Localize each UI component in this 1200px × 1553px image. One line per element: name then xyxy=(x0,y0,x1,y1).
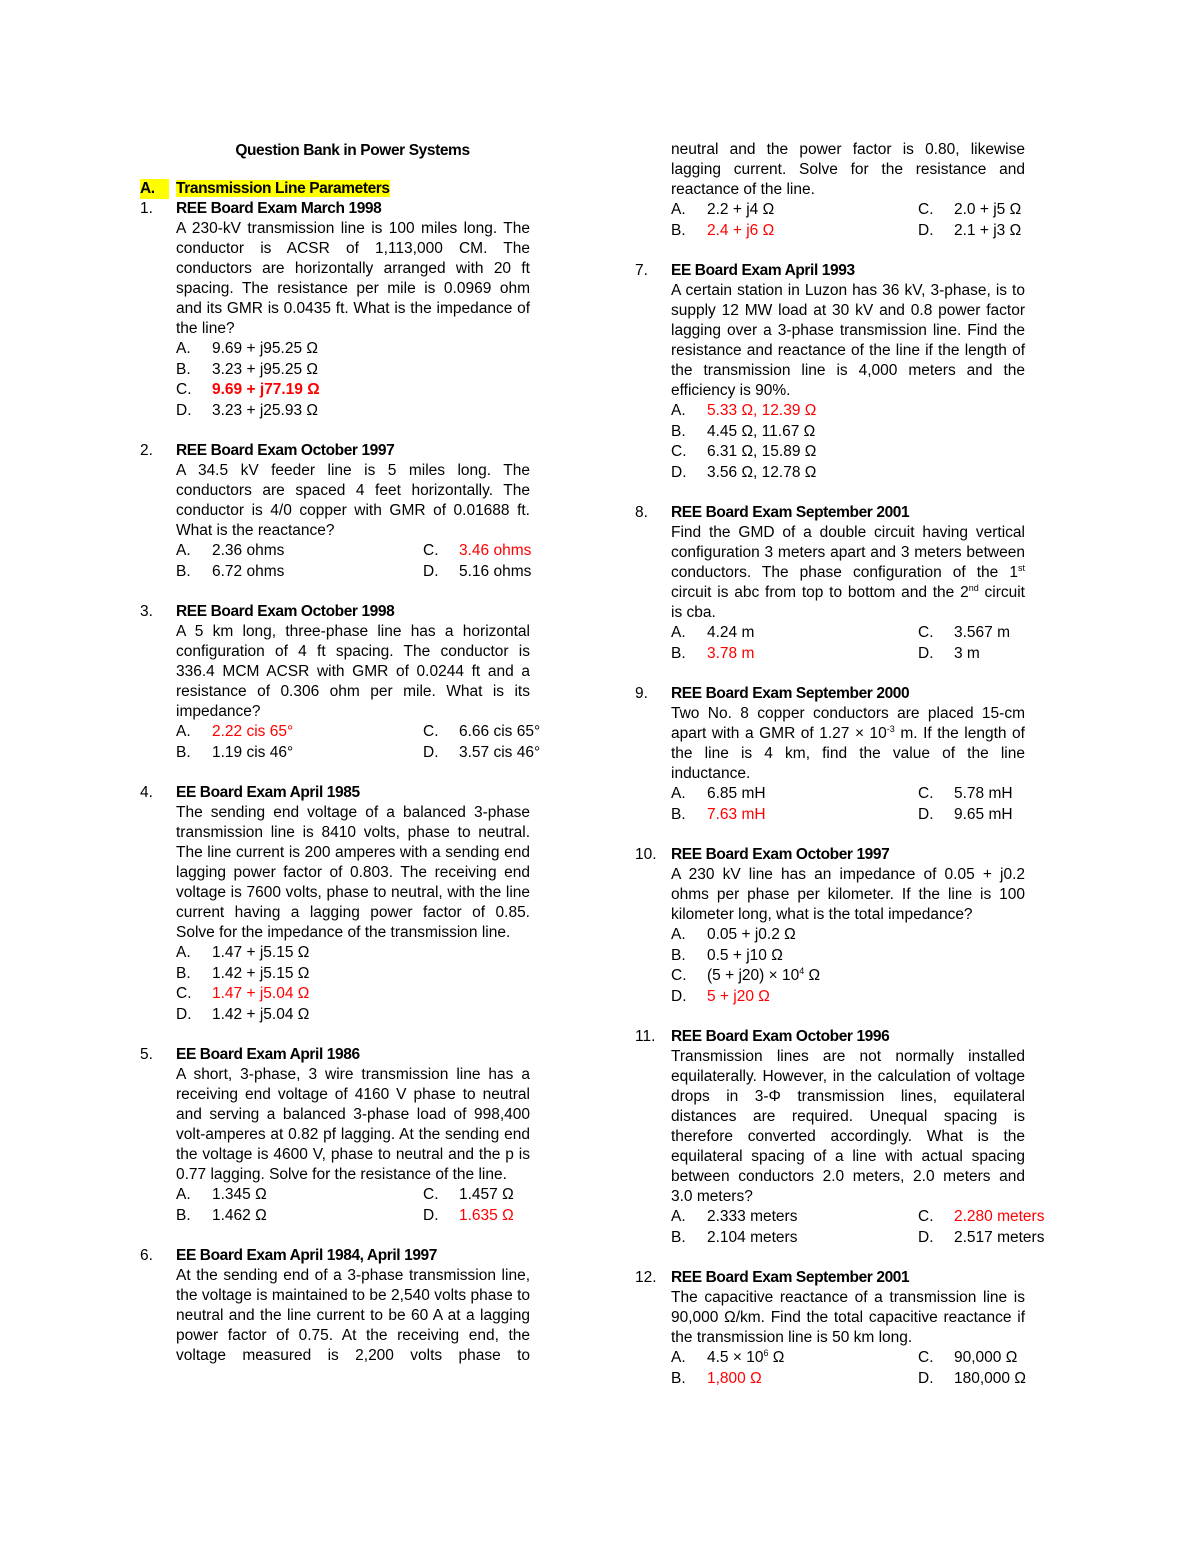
option-a-answer: A. 5.33 Ω, 12.39 Ω xyxy=(671,402,817,419)
question-number: 1. xyxy=(140,200,153,217)
question-source: EE Board Exam April 1986 xyxy=(176,1046,360,1063)
option-a: A. 1.345 Ω xyxy=(176,1186,267,1203)
question-source: REE Board Exam October 1997 xyxy=(671,846,890,863)
option-a: A. 2.333 meters xyxy=(671,1208,798,1225)
option-d: D. 3 m xyxy=(918,644,980,662)
question-number: 9. xyxy=(635,685,648,702)
question-source: REE Board Exam September 2001 xyxy=(671,504,910,521)
option-c: C. 1.457 Ω xyxy=(423,1186,514,1203)
option-c: C. 6.66 cis 65° xyxy=(423,723,541,740)
section-letter: A. xyxy=(140,179,169,199)
options xyxy=(176,541,530,582)
question-source: REE Board Exam March 1998 xyxy=(176,200,382,217)
option-b: B. 3.23 + j95.25 Ω xyxy=(176,360,318,378)
question-12 xyxy=(635,1268,1025,1389)
question-number: 7. xyxy=(635,262,648,279)
question-9 xyxy=(635,684,1025,825)
question-text: A short, 3-phase, 3 wire transmission line has a receiving end voltage of 4160 V phase to neutral and serving a balanced 3-phase load of 998,400 volt-amperes at 0.82 pf lagging. At the sending end the voltage is 4600 V, phase to neutral and the p is 0.77 lagging. Solve for the resistance of the line. xyxy=(176,1066,530,1183)
option-c-answer: C. 3.46 ohms xyxy=(423,542,532,559)
option-d: D. 5.16 ohms xyxy=(423,562,532,580)
option-a: A. 6.85 mH xyxy=(671,785,766,802)
option-b: B. 1.462 Ω xyxy=(176,1206,267,1224)
question-4 xyxy=(140,783,530,1025)
question-text: The capacitive reactance of a transmission line is 90,000 Ω/km. Find the total capacitive reactance if the transmission line is 50 km long. xyxy=(671,1289,1025,1346)
question-8 xyxy=(635,503,1025,664)
options xyxy=(671,1207,1045,1248)
question-number: 12. xyxy=(635,1269,657,1286)
option-c-answer: C. 9.69 + j77.19 Ω xyxy=(176,381,320,398)
question-text: Transmission lines are not normally installed equilaterally. However, in the calculation of voltage drops in 3-Φ transmission lines, equilateral distances are required. Unequal spacing is therefore converted accordingly. What is the equilateral spacing of a line with actual spacing between conductors 2.0 meters, 2.0 meters and 3.0 meters? xyxy=(671,1048,1025,1205)
option-b-answer: B. 7.63 mH xyxy=(671,805,766,823)
option-c-answer: C. 1.47 + j5.04 Ω xyxy=(176,985,310,1002)
question-text: A 5 km long, three-phase line has a horizontal configuration of 4 ft spacing. The conductor is 336.4 MCM ACSR with GMR of 0.0244 ft and a resistance of 0.306 ohm per mile. What is its impedance? xyxy=(176,623,530,720)
question-number: 5. xyxy=(140,1046,153,1063)
option-a: A. 2.36 ohms xyxy=(176,542,285,559)
options xyxy=(671,1348,1025,1389)
question-number: 8. xyxy=(635,504,648,521)
question-source: REE Board Exam September 2001 xyxy=(671,1269,910,1286)
option-d: D. 3.56 Ω, 12.78 Ω xyxy=(671,463,817,481)
question-5 xyxy=(140,1045,530,1226)
question-1 xyxy=(140,199,530,421)
option-c: C. 2.0 + j5 Ω xyxy=(918,201,1022,218)
question-number: 10. xyxy=(635,846,657,863)
question-number: 2. xyxy=(140,442,153,459)
options xyxy=(671,200,1025,241)
option-d: D. 180,000 Ω xyxy=(918,1369,1026,1387)
question-number: 3. xyxy=(140,603,153,620)
option-c: C. 90,000 Ω xyxy=(918,1349,1018,1366)
option-b: B. 6.72 ohms xyxy=(176,562,285,580)
option-a: A. 9.69 + j95.25 Ω xyxy=(176,340,318,357)
option-d: D. 3.57 cis 46° xyxy=(423,743,541,761)
question-7 xyxy=(635,261,1025,483)
question-10 xyxy=(635,845,1025,1007)
right-column xyxy=(635,140,1045,1389)
question-source: EE Board Exam April 1984, April 1997 xyxy=(176,1247,437,1264)
question-source: REE Board Exam October 1997 xyxy=(176,442,395,459)
option-a-answer: A. 2.22 cis 65° xyxy=(176,723,294,740)
question-number: 11. xyxy=(635,1028,656,1045)
section-name: Transmission Line Parameters xyxy=(176,180,390,197)
question-text: A certain station in Luzon has 36 kV, 3-phase, is to supply 12 MW load at 30 kV and 0.8 power factor lagging over a 3-phase transmission line. Find the resistance and reactance of the line if the length of the transmission line is 4,000 meters and the efficiency is 90%. xyxy=(671,282,1025,399)
option-c: C. 3.567 m xyxy=(918,624,1011,641)
option-a: A. 4.24 m xyxy=(671,624,755,641)
option-c: C. 5.78 mH xyxy=(918,785,1013,802)
question-6 xyxy=(140,1246,530,1366)
option-d: D. 3.23 + j25.93 Ω xyxy=(176,401,318,419)
section-heading xyxy=(140,179,530,199)
question-text: A 230-kV transmission line is 100 miles long. The conductor is ACSR of 1,113,000 CM. The conductors are horizontally arranged with 20 ft spacing. The resistance per mile is 0.0969 ohm and its GMR is 0.0435 ft. What is the impedance of the line? xyxy=(176,220,530,337)
question-text: The sending end voltage of a balanced 3-phase transmission line is 8410 volts, phase to neutral. The line current is 200 amperes with a sending end lagging power factor of 0.803. The receiving end voltage is 7600 volts, phase to neutral, with the line current having a lagging power factor of 0.85. Solve for the impedance of the transmission line. xyxy=(176,804,530,941)
question-source: REE Board Exam October 1998 xyxy=(176,603,395,620)
option-c: C. $(5 + j20) \times 10^4$ Ω xyxy=(671,966,821,984)
options xyxy=(176,722,541,763)
option-d: D. 2.517 meters xyxy=(918,1228,1045,1246)
option-b: B. 1.19 cis 46° xyxy=(176,743,294,761)
option-a: A. 2.2 + j4 Ω xyxy=(671,201,775,218)
option-d-answer: D. 5 + j20 Ω xyxy=(671,987,770,1005)
question-source: EE Board Exam April 1993 xyxy=(671,262,855,279)
options xyxy=(671,784,1025,825)
option-a: A. 0.05 + j0.2 Ω xyxy=(671,926,796,943)
question-source: EE Board Exam April 1985 xyxy=(176,784,360,801)
question-text: At the sending end of a 3-phase transmission line, the voltage is maintained to be 2,540 volts phase to neutral and the line current to be 60 A at a lagging power factor of 0.75. At the receiving end, the voltage measured is 2,200 volts phase to xyxy=(176,1267,530,1364)
question-source: REE Board Exam October 1996 xyxy=(671,1028,890,1045)
option-a: A. 1.47 + j5.15 Ω xyxy=(176,944,310,961)
option-b-answer: B. 1,800 Ω xyxy=(671,1369,762,1387)
option-b: B. 1.42 + j5.15 Ω xyxy=(176,964,310,982)
question-text: A 34.5 kV feeder line is 5 miles long. The conductors are spaced 4 feet horizontally. The conductor is 4/0 copper with GMR of 0.01688 ft. What is the reactance? xyxy=(176,462,530,539)
option-d: D. 1.42 + j5.04 Ω xyxy=(176,1005,310,1023)
option-b-answer: B. 3.78 m xyxy=(671,644,755,662)
option-d: D. 9.65 mH xyxy=(918,805,1013,823)
option-a: A. $4.5 \times 10^6$ Ω xyxy=(671,1348,785,1366)
question-11 xyxy=(635,1027,1045,1248)
question-6-continued xyxy=(635,140,1025,241)
option-d: D. 2.1 + j3 Ω xyxy=(918,221,1022,239)
question-3 xyxy=(140,602,541,763)
option-d-answer: D. 1.635 Ω xyxy=(423,1206,514,1224)
question-text: Find the GMD of a double circuit having vertical configuration 3 meters apart and 3 meters between conductors. The phase configuration of the 1st circuit is abc from top to bottom and the 2nd circuit is cba. xyxy=(671,524,1025,621)
option-b: B. 0.5 + j10 Ω xyxy=(671,946,783,964)
options xyxy=(671,623,1025,664)
question-number: 4. xyxy=(140,784,153,801)
option-c-answer: C. 2.280 meters xyxy=(918,1208,1045,1225)
question-text-continued: neutral and the power factor is 0.80, likewise lagging current. Solve for the resistance and reactance of the line. xyxy=(671,141,1025,198)
option-c: C. 6.31 Ω, 15.89 Ω xyxy=(671,443,817,460)
question-text: Two No. 8 copper conductors are placed 15-cm apart with a GMR of $1.27 \times 10^{-3}$ m. If the length of the line is 4 km, find the value of the line inductance. xyxy=(671,705,1025,782)
question-2 xyxy=(140,441,530,582)
question-text: A 230 kV line has an impedance of 0.05 + j0.2 ohms per phase per kilometer. If the line is 100 kilometer long, what is the total impedance? xyxy=(671,866,1025,923)
option-b: B. 2.104 meters xyxy=(671,1228,798,1246)
left-column xyxy=(140,140,541,1366)
options xyxy=(176,1185,530,1226)
question-source: REE Board Exam September 2000 xyxy=(671,685,910,702)
document-title: Question Bank in Power Systems xyxy=(235,142,470,159)
question-number: 6. xyxy=(140,1247,153,1264)
option-b: B. 4.45 Ω, 11.67 Ω xyxy=(671,422,816,440)
option-b-answer: B. 2.4 + j6 Ω xyxy=(671,221,775,239)
